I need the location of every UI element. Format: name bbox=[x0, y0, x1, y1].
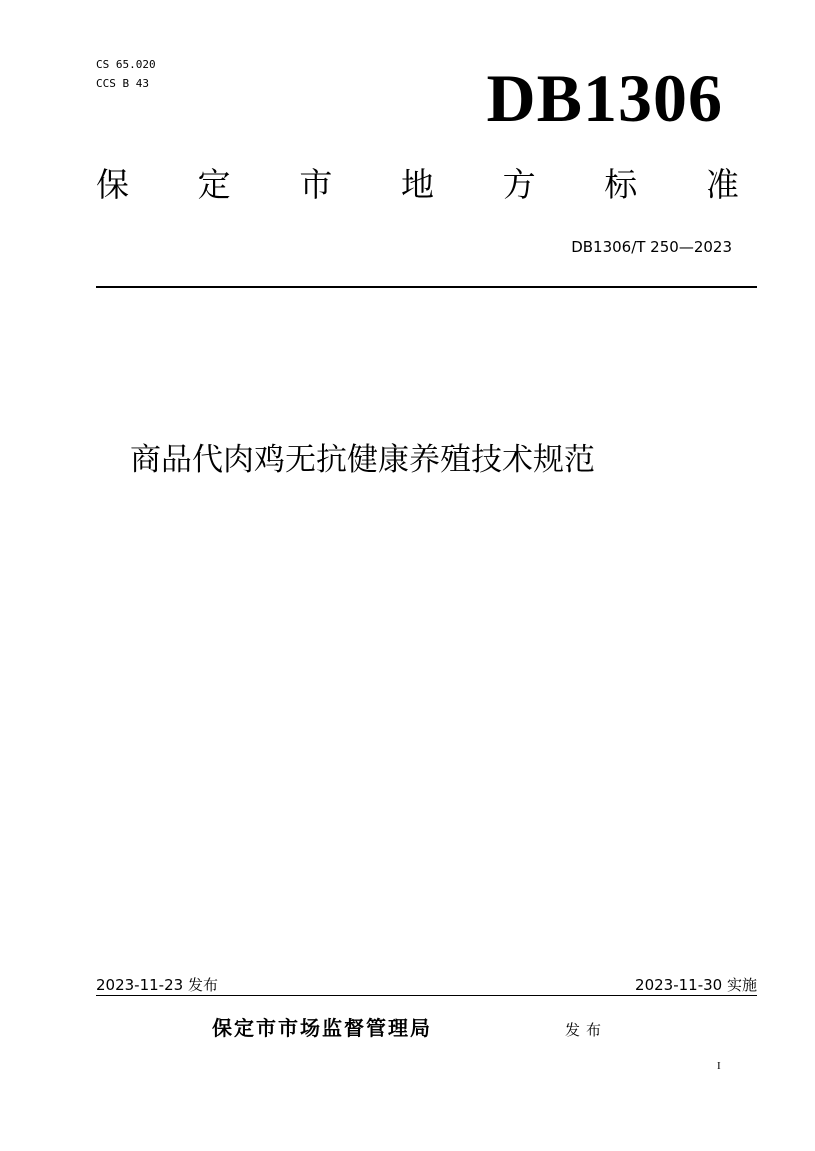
standard-type-char: 准 bbox=[705, 165, 739, 204]
standard-type-char: 市 bbox=[299, 165, 333, 204]
standard-code: DB1306 bbox=[486, 60, 723, 136]
standard-type-char: 保 bbox=[96, 165, 129, 204]
issue-label: 发布 bbox=[565, 1021, 608, 1039]
top-divider bbox=[96, 286, 757, 288]
implement-date: 2023-11-30 实施 bbox=[635, 976, 757, 994]
ccs-code: CCS B 43 bbox=[96, 77, 149, 90]
ics-code: CS 65.020 bbox=[96, 58, 156, 71]
standard-type-char: 方 bbox=[502, 165, 536, 204]
standard-type-heading bbox=[96, 160, 739, 210]
publish-date: 2023-11-23 发布 bbox=[96, 976, 218, 994]
issuing-authority: 保定市市场监督管理局 bbox=[212, 1016, 432, 1040]
document-title: 商品代肉鸡无抗健康养殖技术规范 bbox=[130, 442, 595, 478]
standard-type-char: 标 bbox=[604, 165, 638, 204]
standard-number: DB1306/T 250—2023 bbox=[571, 238, 732, 256]
classification-codes bbox=[96, 55, 156, 93]
standard-type-char: 地 bbox=[400, 165, 434, 204]
bottom-divider bbox=[96, 995, 757, 996]
standard-type-char: 定 bbox=[197, 165, 231, 204]
page-number: I bbox=[717, 1060, 721, 1072]
